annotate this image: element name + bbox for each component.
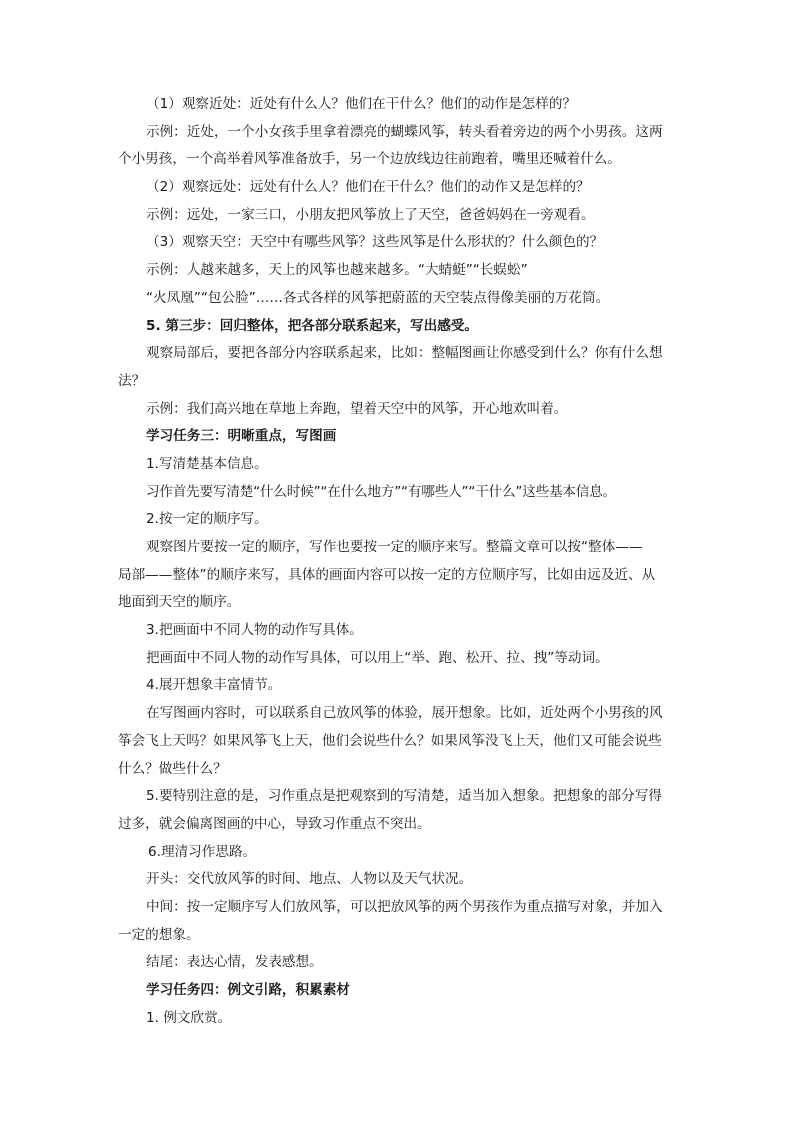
- text-line: 过多，就会偏离图画的中心，导致习作重点不突出。: [118, 815, 431, 832]
- numbered-point: 1. 例文欣赏。: [146, 1009, 232, 1026]
- text-line: 筝会飞上天吗？如果风筝飞上天，他们会说些什么？如果风筝没飞上天，他们又可能会说些: [118, 732, 662, 749]
- text-line: 一定的想象。: [118, 926, 200, 943]
- text-line: （1）观察近处：近处有什么人？他们在干什么？他们的动作是怎样的？: [146, 96, 577, 112]
- text-line: 示例：远处，一家三口，小朋友把风筝放上了天空，爸爸妈妈在一旁观看。: [146, 206, 595, 223]
- text-line: 中间：按一定顺序写人们放风筝，可以把放风筝的两个男孩作为重点描写对象，并加入: [146, 898, 663, 915]
- text-line: 开头：交代放风筝的时间、地点、人物以及天气状况。: [146, 871, 473, 888]
- text-line: “火凤凰”“包公脸”……各式各样的风筝把蔚蓝的天空装点得像美丽的万花筒。: [146, 289, 610, 306]
- text-line: 结尾：表达心情，发表感想。: [146, 954, 323, 971]
- text-line: 观察图片要按一定的顺序，写作也要按一定的顺序来写。整篇文章可以按“整体——: [146, 539, 643, 555]
- text-line: 个小男孩，一个高举着风筝准备放手，另一个边放线边往前跑着，嘴里还喊着什么。: [118, 151, 621, 168]
- section-heading: 学习任务四：例文引路，积累素材: [146, 982, 350, 998]
- numbered-point: 6.理清习作思路。: [148, 843, 257, 860]
- text-line: 把画面中不同人物的动作写具体，可以用上“举、跑、松开、拉、拽”等动词。: [146, 649, 609, 666]
- document-body: [118, 91, 678, 1032]
- section-heading: 学习任务三：明晰重点，写图画: [146, 428, 337, 445]
- numbered-point: 1.写清楚基本信息。: [146, 455, 268, 472]
- text-line: 观察局部后，要把各部分内容联系起来，比如：整幅图画让你感受到什么？你有什么想: [146, 345, 663, 362]
- text-line: 地面到天空的顺序。: [118, 594, 241, 611]
- numbered-point: 4.展开想象丰富情节。: [146, 677, 282, 694]
- text-line: （3）观察天空：天空中有哪些风筝？这些风筝是什么形状的？什么颜色的？: [146, 234, 604, 251]
- text-line: 什么？做些什么？: [118, 760, 227, 777]
- text-line: 示例：我们高兴地在草地上奔跑，望着天空中的风筝，开心地欢叫着。: [146, 400, 568, 417]
- numbered-point: 3.把画面中不同人物的动作写具体。: [146, 622, 363, 639]
- numbered-point: 5.要特别注意的是，习作重点是把观察到的写清楚，适当加入想象。把想象的部分写得: [146, 788, 662, 805]
- step-heading: 5. 第三步：回归整体，把各部分联系起来，写出感受。: [146, 317, 479, 334]
- text-line: 示例：人越来越多，天上的风筝也越来越多。“大蜻蜓”“长蜈蚣”: [146, 262, 528, 279]
- numbered-point: 2.按一定的顺序写。: [146, 511, 268, 528]
- text-line: 示例：近处，一个小女孩手里拿着漂亮的蝴蝶风筝，转头看着旁边的两个小男孩。这两: [146, 123, 663, 140]
- text-line: 局部——整体”的顺序来写，具体的画面内容可以按一定的方位顺序写，比如由远及近、从: [118, 566, 656, 583]
- text-line: 习作首先要写清楚“什么时候”“在什么地方”“有哪些人”“干什么”这些基本信息。: [146, 483, 616, 500]
- text-line: 法？: [118, 372, 146, 389]
- text-line: 在写图画内容时，可以联系自己放风筝的体验，展开想象。比如，近处两个小男孩的风: [146, 705, 663, 722]
- text-line: （2）观察远处：远处有什么人？他们在干什么？他们的动作又是怎样的？: [146, 179, 590, 196]
